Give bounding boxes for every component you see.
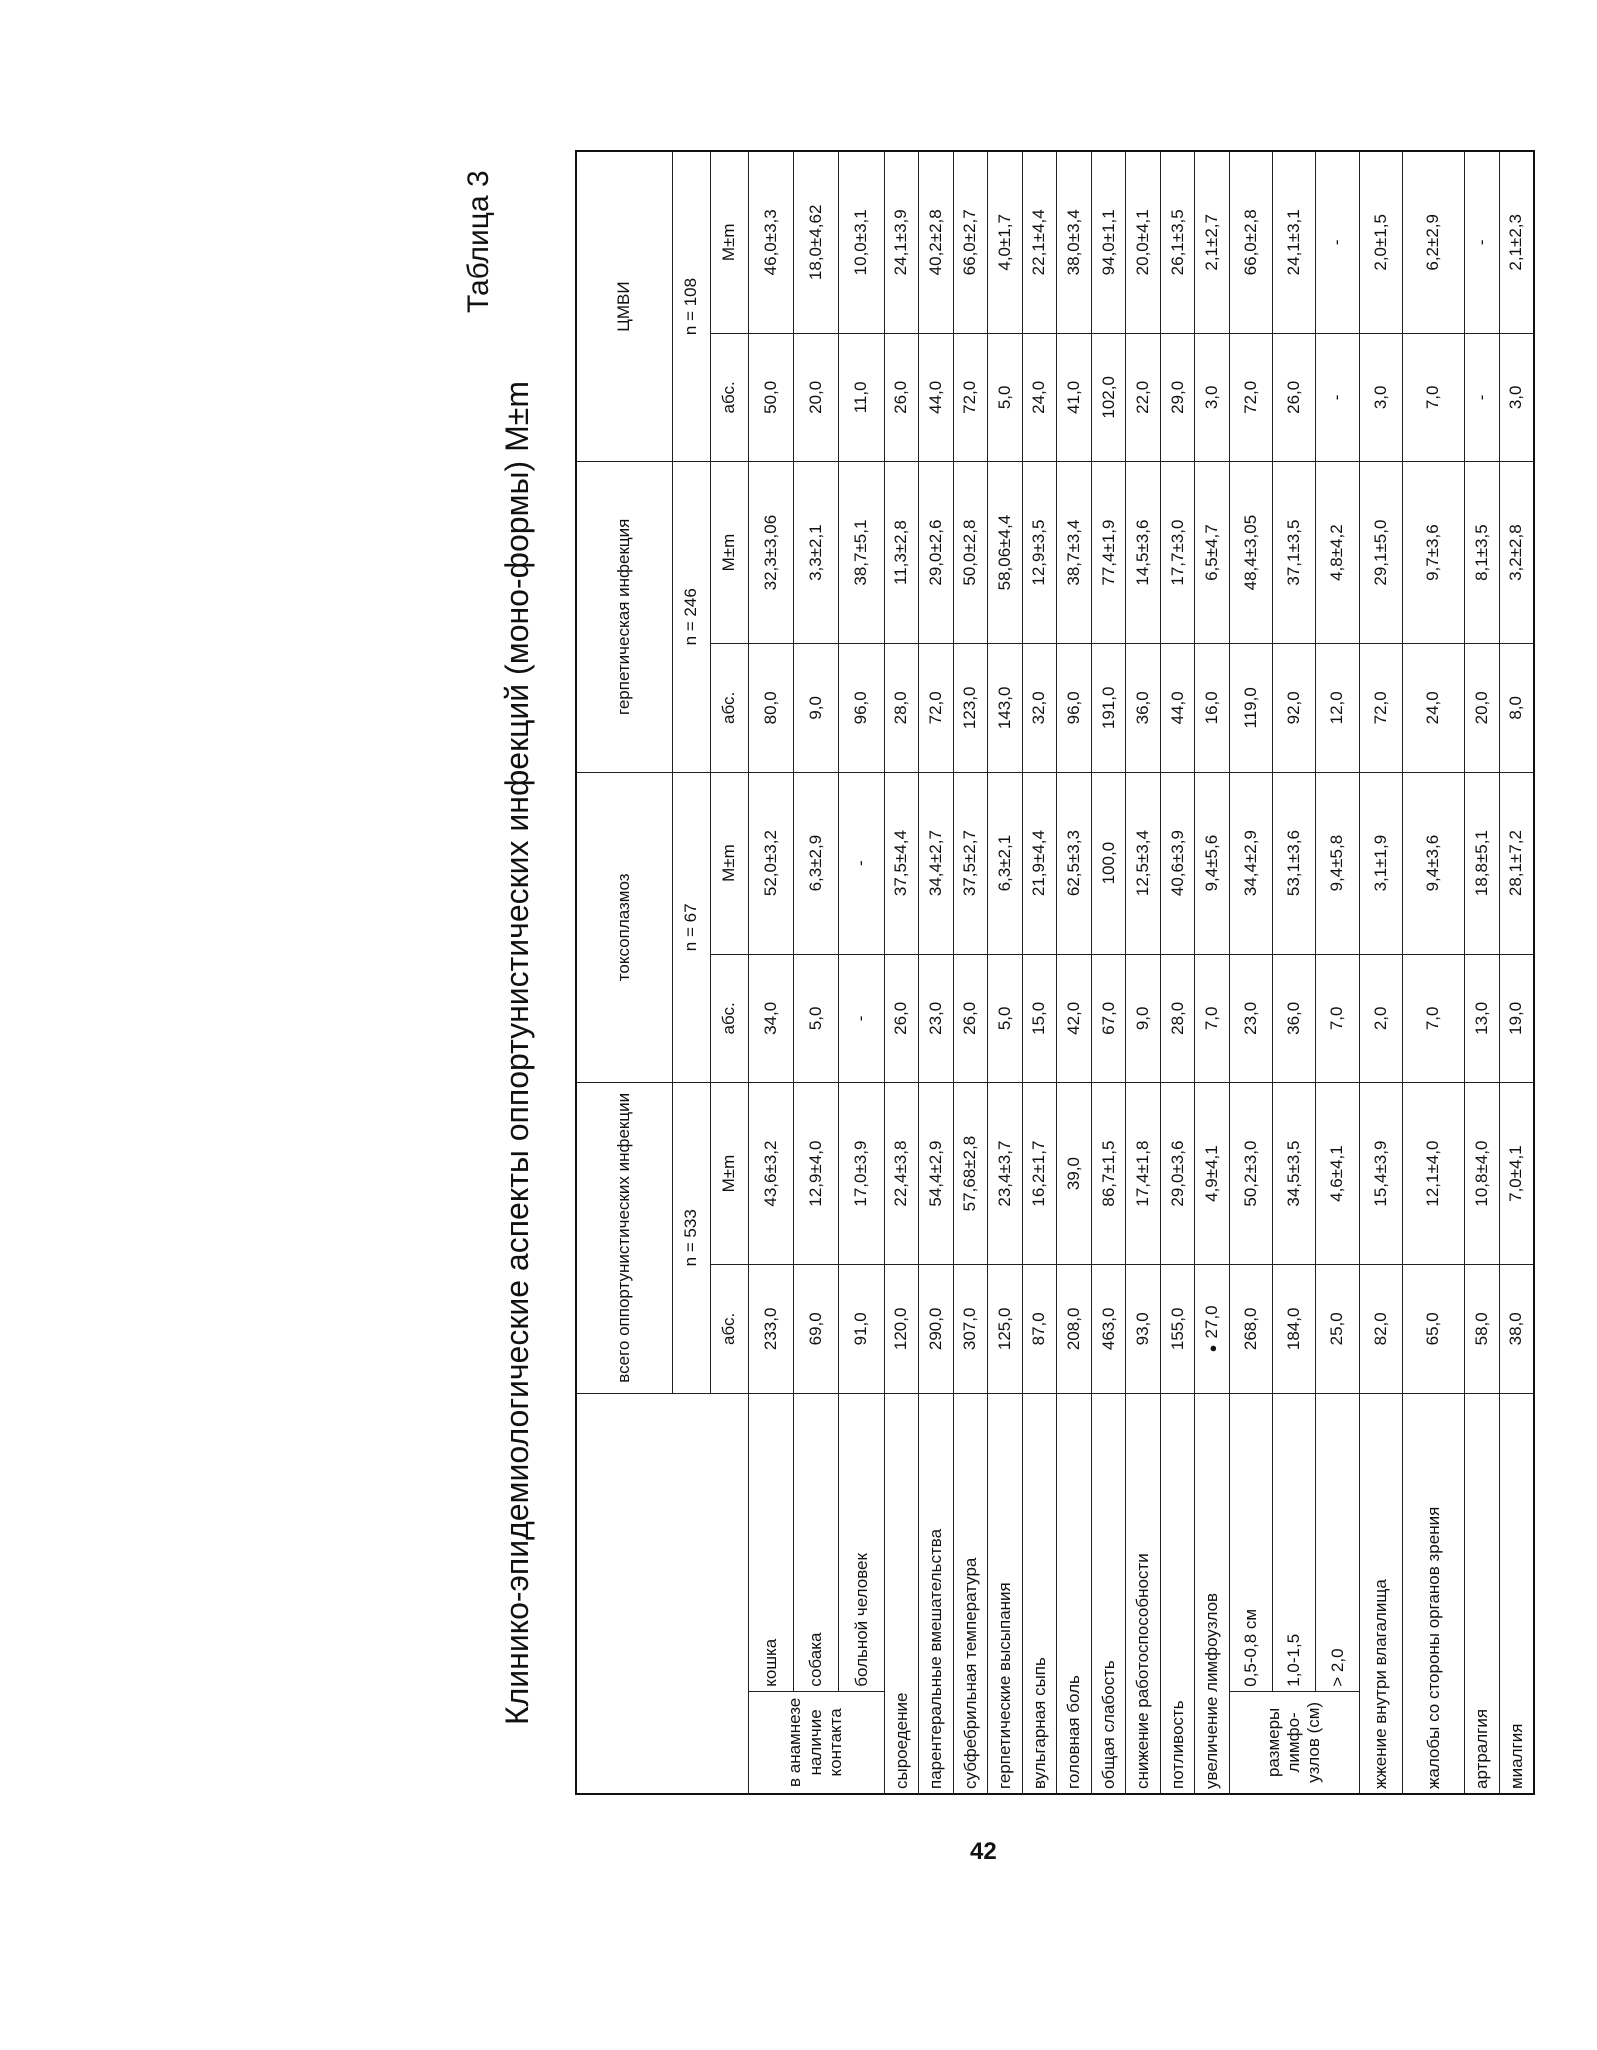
row-label: сыроедение — [884, 1393, 919, 1794]
cell: 23,0 — [919, 954, 954, 1082]
sub-header-mm: M±m — [710, 151, 748, 333]
cell: 9,4±3,6 — [1402, 772, 1465, 954]
cell: 12,9±3,5 — [1022, 462, 1057, 644]
cell: 32,0 — [1022, 644, 1057, 772]
group-n: n = 246 — [672, 462, 710, 773]
cell: 29,0 — [1160, 333, 1195, 461]
cell: 102,0 — [1091, 333, 1126, 461]
cell: 54,4±2,9 — [919, 1083, 954, 1265]
cell: 80,0 — [748, 644, 793, 772]
cell: 2,1±2,3 — [1499, 151, 1534, 333]
cell: 66,0±2,7 — [953, 151, 988, 333]
cell: 100,0 — [1091, 772, 1126, 954]
cell: 6,3±2,1 — [988, 772, 1023, 954]
cell: 22,0 — [1126, 333, 1161, 461]
cell: 5,0 — [988, 954, 1023, 1082]
cell: 65,0 — [1402, 1265, 1465, 1393]
cell-value: 27,0 — [1202, 1305, 1222, 1339]
cell: 2,0±1,5 — [1359, 151, 1402, 333]
cell: 34,0 — [748, 954, 793, 1082]
cell: 91,0 — [839, 1265, 884, 1393]
cell: 2,1±2,7 — [1195, 151, 1230, 333]
cell — [1195, 1265, 1230, 1393]
cell: 26,0 — [884, 954, 919, 1082]
cell: 48,4±3,05 — [1230, 462, 1273, 644]
row-label: собака — [793, 1393, 838, 1691]
cell: 96,0 — [1057, 644, 1092, 772]
cell: 29,0±2,6 — [919, 462, 954, 644]
contact-group-label: в анамнезе наличие контакта — [748, 1691, 884, 1794]
cell: 50,0±2,8 — [953, 462, 988, 644]
cell: 34,4±2,9 — [1230, 772, 1273, 954]
cell: 50,0 — [748, 333, 793, 461]
cell: 26,0 — [953, 954, 988, 1082]
cell: 7,0 — [1195, 954, 1230, 1082]
cell: - — [1316, 333, 1359, 461]
sub-header-mm: M±m — [710, 462, 748, 644]
cell: 13,0 — [1465, 954, 1500, 1082]
cell: 72,0 — [953, 333, 988, 461]
cell: 12,9±4,0 — [793, 1083, 838, 1265]
cell: 38,0±3,4 — [1057, 151, 1092, 333]
cell: 4,0±1,7 — [988, 151, 1023, 333]
cell: 7,0 — [1316, 954, 1359, 1082]
cell: 9,4±5,8 — [1316, 772, 1359, 954]
cell: - — [1316, 151, 1359, 333]
cell: 23,0 — [1230, 954, 1273, 1082]
cell: 9,0 — [793, 644, 838, 772]
cell: 86,7±1,5 — [1091, 1083, 1126, 1265]
cell: 37,1±3,5 — [1273, 462, 1316, 644]
data-table — [575, 150, 1535, 1795]
cell: 290,0 — [919, 1265, 954, 1393]
cell: 16,2±1,7 — [1022, 1083, 1057, 1265]
cell: 14,5±3,6 — [1126, 462, 1161, 644]
cell: 44,0 — [1160, 644, 1195, 772]
bullet-mark: ● — [1205, 1344, 1221, 1353]
cell: 7,0 — [1402, 333, 1465, 461]
cell: 34,4±2,7 — [919, 772, 954, 954]
header-corner — [576, 1393, 748, 1794]
row-label: герпетические высыпания — [988, 1393, 1023, 1794]
cell: 69,0 — [793, 1265, 838, 1393]
table-container — [575, 150, 1535, 1795]
cell: 58,06±4,4 — [988, 462, 1023, 644]
cell: 12,1±4,0 — [1402, 1083, 1465, 1265]
cell: 233,0 — [748, 1265, 793, 1393]
cell: 24,1±3,1 — [1273, 151, 1316, 333]
cell: 8,1±3,5 — [1465, 462, 1500, 644]
sub-header-mm: M±m — [710, 772, 748, 954]
cell: 18,8±5,1 — [1465, 772, 1500, 954]
cell: 19,0 — [1499, 954, 1534, 1082]
cell: 9,7±3,6 — [1402, 462, 1465, 644]
cell: 41,0 — [1057, 333, 1092, 461]
cell: 16,0 — [1195, 644, 1230, 772]
cell: 25,0 — [1316, 1265, 1359, 1393]
cell: 28,0 — [884, 644, 919, 772]
cell: 23,4±3,7 — [988, 1083, 1023, 1265]
cell: 72,0 — [1359, 644, 1402, 772]
group-n: n = 533 — [672, 1083, 710, 1393]
cell: 94,0±1,1 — [1091, 151, 1126, 333]
cell: 120,0 — [884, 1265, 919, 1393]
cell: 4,6±4,1 — [1316, 1083, 1359, 1265]
row-label: парентеральные вмешательства — [919, 1393, 954, 1794]
row-label: жалобы со стороны органов зрения — [1402, 1393, 1465, 1794]
cell: 44,0 — [919, 333, 954, 461]
cell: 10,8±4,0 — [1465, 1083, 1500, 1265]
sub-header-abs: абс. — [710, 1265, 748, 1393]
cell: 42,0 — [1057, 954, 1092, 1082]
cell: 57,68±2,8 — [953, 1083, 988, 1265]
cell: 9,0 — [1126, 954, 1161, 1082]
cell: 38,0 — [1499, 1265, 1534, 1393]
cell: 29,1±5,0 — [1359, 462, 1402, 644]
row-label: субфебрильная температура — [953, 1393, 988, 1794]
cell: 36,0 — [1126, 644, 1161, 772]
cell: 21,9±4,4 — [1022, 772, 1057, 954]
cell: 11,3±2,8 — [884, 462, 919, 644]
cell: 24,0 — [1022, 333, 1057, 461]
cell: 82,0 — [1359, 1265, 1402, 1393]
cell: 208,0 — [1057, 1265, 1092, 1393]
cell: 6,2±2,9 — [1402, 151, 1465, 333]
cell: 5,0 — [793, 954, 838, 1082]
cell: 8,0 — [1499, 644, 1534, 772]
cell: 39,0 — [1057, 1083, 1092, 1265]
cell: 463,0 — [1091, 1265, 1126, 1393]
cell: 268,0 — [1230, 1265, 1273, 1393]
cell: - — [1465, 151, 1500, 333]
cell: 9,4±5,6 — [1195, 772, 1230, 954]
cell: 72,0 — [1230, 333, 1273, 461]
row-label: жжение внутри влагалища — [1359, 1393, 1402, 1794]
cell: 4,9±4,1 — [1195, 1083, 1230, 1265]
cell: 34,5±3,5 — [1273, 1083, 1316, 1265]
cell: 143,0 — [988, 644, 1023, 772]
cell: 93,0 — [1126, 1265, 1161, 1393]
cell: 7,0 — [1402, 954, 1465, 1082]
cell: 6,3±2,9 — [793, 772, 838, 954]
cell: 96,0 — [839, 644, 884, 772]
cell: 15,0 — [1022, 954, 1057, 1082]
cell: 17,7±3,0 — [1160, 462, 1195, 644]
cell: 2,0 — [1359, 954, 1402, 1082]
cell: 11,0 — [839, 333, 884, 461]
cell: 3,3±2,1 — [793, 462, 838, 644]
cell: 38,7±5,1 — [839, 462, 884, 644]
group-header: ЦМВИ — [576, 151, 672, 462]
cell: 4,8±4,2 — [1316, 462, 1359, 644]
cell: 20,0 — [1465, 644, 1500, 772]
cell: 307,0 — [953, 1265, 988, 1393]
cell: 3,0 — [1499, 333, 1534, 461]
cell: 20,0±4,1 — [1126, 151, 1161, 333]
cell: 3,1±1,9 — [1359, 772, 1402, 954]
cell: 40,6±3,9 — [1160, 772, 1195, 954]
sub-header-abs: абс. — [710, 333, 748, 461]
cell: 3,2±2,8 — [1499, 462, 1534, 644]
cell: 17,0±3,9 — [839, 1083, 884, 1265]
cell: 46,0±3,3 — [748, 151, 793, 333]
cell: 155,0 — [1160, 1265, 1195, 1393]
cell: 3,0 — [1359, 333, 1402, 461]
cell: 12,5±3,4 — [1126, 772, 1161, 954]
cell: 18,0±4,62 — [793, 151, 838, 333]
cell: 5,0 — [988, 333, 1023, 461]
row-label: вульгарная сыпь — [1022, 1393, 1057, 1794]
table-label: Таблица 3 — [462, 170, 495, 313]
cell: 184,0 — [1273, 1265, 1316, 1393]
cell: 7,0±4,1 — [1499, 1083, 1534, 1265]
cell: 10,0±3,1 — [839, 151, 884, 333]
cell: - — [1465, 333, 1500, 461]
group-header: токсоплазмоз — [576, 772, 672, 1083]
lymph-group-label: размеры лимфо- узлов (см) — [1230, 1691, 1360, 1794]
row-label: потливость — [1160, 1393, 1195, 1794]
cell: 22,1±4,4 — [1022, 151, 1057, 333]
cell: 26,0 — [1273, 333, 1316, 461]
cell: 53,1±3,6 — [1273, 772, 1316, 954]
cell: 123,0 — [953, 644, 988, 772]
row-label: увеличение лимфоузлов — [1195, 1393, 1230, 1794]
cell: 12,0 — [1316, 644, 1359, 772]
cell: - — [839, 954, 884, 1082]
cell: 29,0±3,6 — [1160, 1083, 1195, 1265]
sub-header-mm: M±m — [710, 1083, 748, 1265]
cell: 20,0 — [793, 333, 838, 461]
cell: 52,0±3,2 — [748, 772, 793, 954]
row-label: > 2,0 — [1316, 1393, 1359, 1691]
cell: 67,0 — [1091, 954, 1126, 1082]
cell: 15,4±3,9 — [1359, 1083, 1402, 1265]
cell: 22,4±3,8 — [884, 1083, 919, 1265]
row-label: снижение работоспособности — [1126, 1393, 1161, 1794]
group-header: всего оппортунистических инфекции — [576, 1083, 672, 1393]
row-label: общая слабость — [1091, 1393, 1126, 1794]
cell: 40,2±2,8 — [919, 151, 954, 333]
row-label: миалгия — [1499, 1393, 1534, 1794]
row-label: 0,5-0,8 см — [1230, 1393, 1273, 1691]
cell: 38,7±3,4 — [1057, 462, 1092, 644]
cell: 28,1±7,2 — [1499, 772, 1534, 954]
row-label: больной человек — [839, 1393, 884, 1691]
row-label: 1,0-1,5 — [1273, 1393, 1316, 1691]
group-n: n = 108 — [672, 151, 710, 462]
row-label: кошка — [748, 1393, 793, 1691]
cell: 37,5±2,7 — [953, 772, 988, 954]
cell: 32,3±3,06 — [748, 462, 793, 644]
row-label: головная боль — [1057, 1393, 1092, 1794]
cell: 125,0 — [988, 1265, 1023, 1393]
sub-header-abs: абс. — [710, 644, 748, 772]
cell: 66,0±2,8 — [1230, 151, 1273, 333]
cell: 6,5±4,7 — [1195, 462, 1230, 644]
group-n: n = 67 — [672, 772, 710, 1083]
cell: 3,0 — [1195, 333, 1230, 461]
sub-header-abs: абс. — [710, 954, 748, 1082]
cell: 58,0 — [1465, 1265, 1500, 1393]
row-label: артралгия — [1465, 1393, 1500, 1794]
cell: 119,0 — [1230, 644, 1273, 772]
cell: 191,0 — [1091, 644, 1126, 772]
cell: 43,6±3,2 — [748, 1083, 793, 1265]
cell: 62,5±3,3 — [1057, 772, 1092, 954]
cell: 50,2±3,0 — [1230, 1083, 1273, 1265]
cell: 24,1±3,9 — [884, 151, 919, 333]
group-header: герпетическая инфекция — [576, 462, 672, 773]
cell: 37,5±4,4 — [884, 772, 919, 954]
table-title: Клинико-эпидемиологические аспекты оппортунистических инфекций (моно-формы) M±m — [499, 381, 535, 1725]
cell: 28,0 — [1160, 954, 1195, 1082]
cell: 92,0 — [1273, 644, 1316, 772]
cell: 36,0 — [1273, 954, 1316, 1082]
page-number: 42 — [970, 1838, 997, 1865]
cell: 72,0 — [919, 644, 954, 772]
cell: - — [839, 772, 884, 954]
cell: 26,1±3,5 — [1160, 151, 1195, 333]
cell: 87,0 — [1022, 1265, 1057, 1393]
cell: 24,0 — [1402, 644, 1465, 772]
cell: 26,0 — [884, 333, 919, 461]
cell: 17,4±1,8 — [1126, 1083, 1161, 1265]
cell: 77,4±1,9 — [1091, 462, 1126, 644]
